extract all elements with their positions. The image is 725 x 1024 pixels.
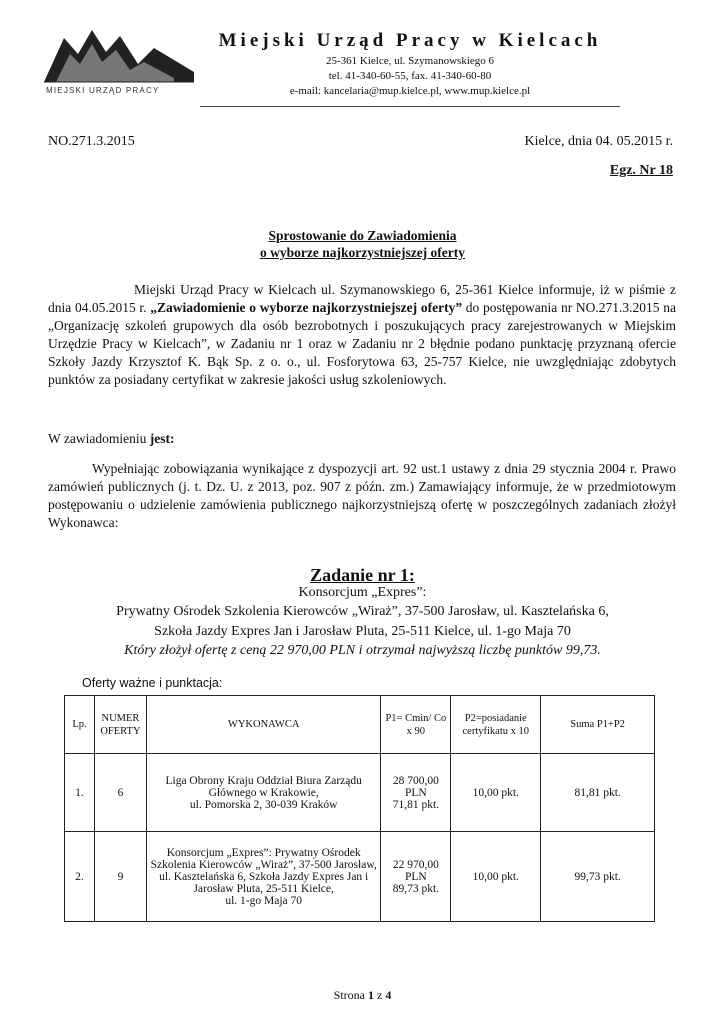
page-total: 4 [385,988,392,1002]
organization-address: 25-361 Kielce, ul. Szymanowskiego 6 [325,55,495,67]
place-date: Kielce, dnia 04. 05.2015 r. [524,134,673,149]
offer-price: 22 970,00 PLN [392,858,439,883]
header-p1: P1= Cmin/ Co x 90 [381,696,451,754]
intro-bold: „Zawiadomienie o wyborze najkorzystniejszej oferty” [150,300,463,315]
table-caption: Oferty ważne i punktacja: [82,676,223,690]
notice-bold: jest: [149,431,175,446]
cell-p2: 10,00 pkt. [451,754,541,832]
notice-prefix: W zawiadomieniu [48,431,150,446]
intro-paragraph [48,281,676,389]
contractor-line-1: Konsorcjum „Expres”: Prywatny Ośrodek Szkolenia Kierowców „Wiraż”, 37-500 Jarosław, ul. Kasztelańska 6, Szkoła Jazdy Expres Jan i Jarosław Pluta, 25-511 Kielce, [150,846,377,895]
cell-contractor [146,754,380,832]
table-row [65,832,655,922]
intro-text-2: do postępowania nr NO.271.3.2015 na „Organizację szkoleń grupowych dla osób bezrobotnych i poszukujących pracy zarejestrowanych w Miejskim Urzędzie Pracy w Kielcach”, w Zadaniu nr 1 oraz w Zadaniu nr 2 błędnie podano punktację przyznaną ofercie Szkoły Jazdy Krzysztof K. Bąk Sp. z o. o., ul. Fosforytowa 63, 25-757 Kielce, nie uwzględniając zdobytych punktów za posiadany certyfikat w zakresie jakości usług szkoleniowych. [48,300,677,387]
cell-contractor [146,832,380,922]
p1-points: 89,73 pkt. [392,882,440,895]
page-separator: z [374,988,386,1002]
logo-mountains-icon [44,24,204,86]
header-offer-number: NUMER OFERTY [94,696,146,754]
page-number [0,988,725,1003]
header-divider [200,106,620,107]
cell-offer-number: 6 [94,754,146,832]
task-line-3: Szkoła Jazdy Expres Jan i Jarosław Pluta, 25-511 Kielce, ul. 1-go Maja 70 [154,624,571,639]
cell-p2: 10,00 pkt. [451,832,541,922]
page-prefix: Strona [333,988,368,1002]
body-paragraph: Wypełniając zobowiązania wynikające z dyspozycji art. 92 ust.1 ustawy z dnia 29 stycznia 2004 r. Prawo zamówień publicznych (j. t. Dz. U. z 2013, poz. 907 z późn. zm.) Zamawiający informuje, że w przedmiotowym postępowaniu o udzielenie zamówienia publicznego najkorzystniejszą ofertę w poszczególnych zadaniach złożył Wykonawca: [48,461,676,530]
page-current: 1 [368,988,374,1002]
task-line-2: Prywatny Ośrodek Szkolenia Kierowców „Wiraż”, 37-500 Jarosław, ul. Kasztelańska 6, [116,604,609,619]
header-contractor: WYKONAWCA [146,696,380,754]
table-header-row [65,696,655,754]
organization-contact: e-mail: kancelaria@mup.kielce.pl, www.mup.kielce.pl [289,85,531,97]
p1-points: 71,81 pkt. [392,798,440,811]
task-line-1: Konsorcjum „Expres”: [298,585,427,600]
organization-phone: tel. 41-340-60-55, fax. 41-340-60-80 [328,70,492,82]
copy-number: Egz. Nr 18 [609,163,673,178]
contractor-line-2: ul. Pomorska 2, 30-039 Kraków [189,798,338,811]
header-sum: Suma P1+P2 [541,696,655,754]
cell-p1 [381,754,451,832]
cell-sum: 81,81 pkt. [541,754,655,832]
table-row [65,754,655,832]
task-heading: Zadanie nr 1: [310,565,415,585]
header-p2: P2=posiadanie certyfikatu x 10 [451,696,541,754]
header-lp: Lp. [65,696,95,754]
contractor-line-2: ul. 1-go Maja 70 [225,894,302,907]
task-line-4: Który złożył ofertę z ceną 22 970,00 PLN i otrzymał najwyższą liczbę punktów 99,73. [124,643,601,658]
intro-text-1: Miejski Urząd Pracy w Kielcach ul. Szymanowskiego 6, 25-361 Kielce informuje, iż w piśmie z dnia 04.05.2015 r. [48,282,676,315]
cell-offer-number: 9 [94,832,146,922]
document-subtitle: o wyborze najkorzystniejszej oferty [259,245,466,260]
notice-line [48,430,676,448]
cell-lp: 1. [65,754,95,832]
offer-price: 28 700,00 PLN [392,774,439,799]
document-title: Sprostowanie do Zawiadomienia [268,228,457,243]
offers-table [64,695,655,922]
organization-name: Miejski Urząd Pracy w Kielcach [218,30,602,51]
cell-sum: 99,73 pkt. [541,832,655,922]
logo-caption: MIEJSKI URZĄD PRACY [46,86,160,95]
reference-number: NO.271.3.2015 [48,134,135,149]
cell-lp: 2. [65,832,95,922]
contractor-line-1: Liga Obrony Kraju Oddział Biura Zarządu Głównego w Krakowie, [165,774,362,799]
cell-p1 [381,832,451,922]
logo [44,24,204,100]
